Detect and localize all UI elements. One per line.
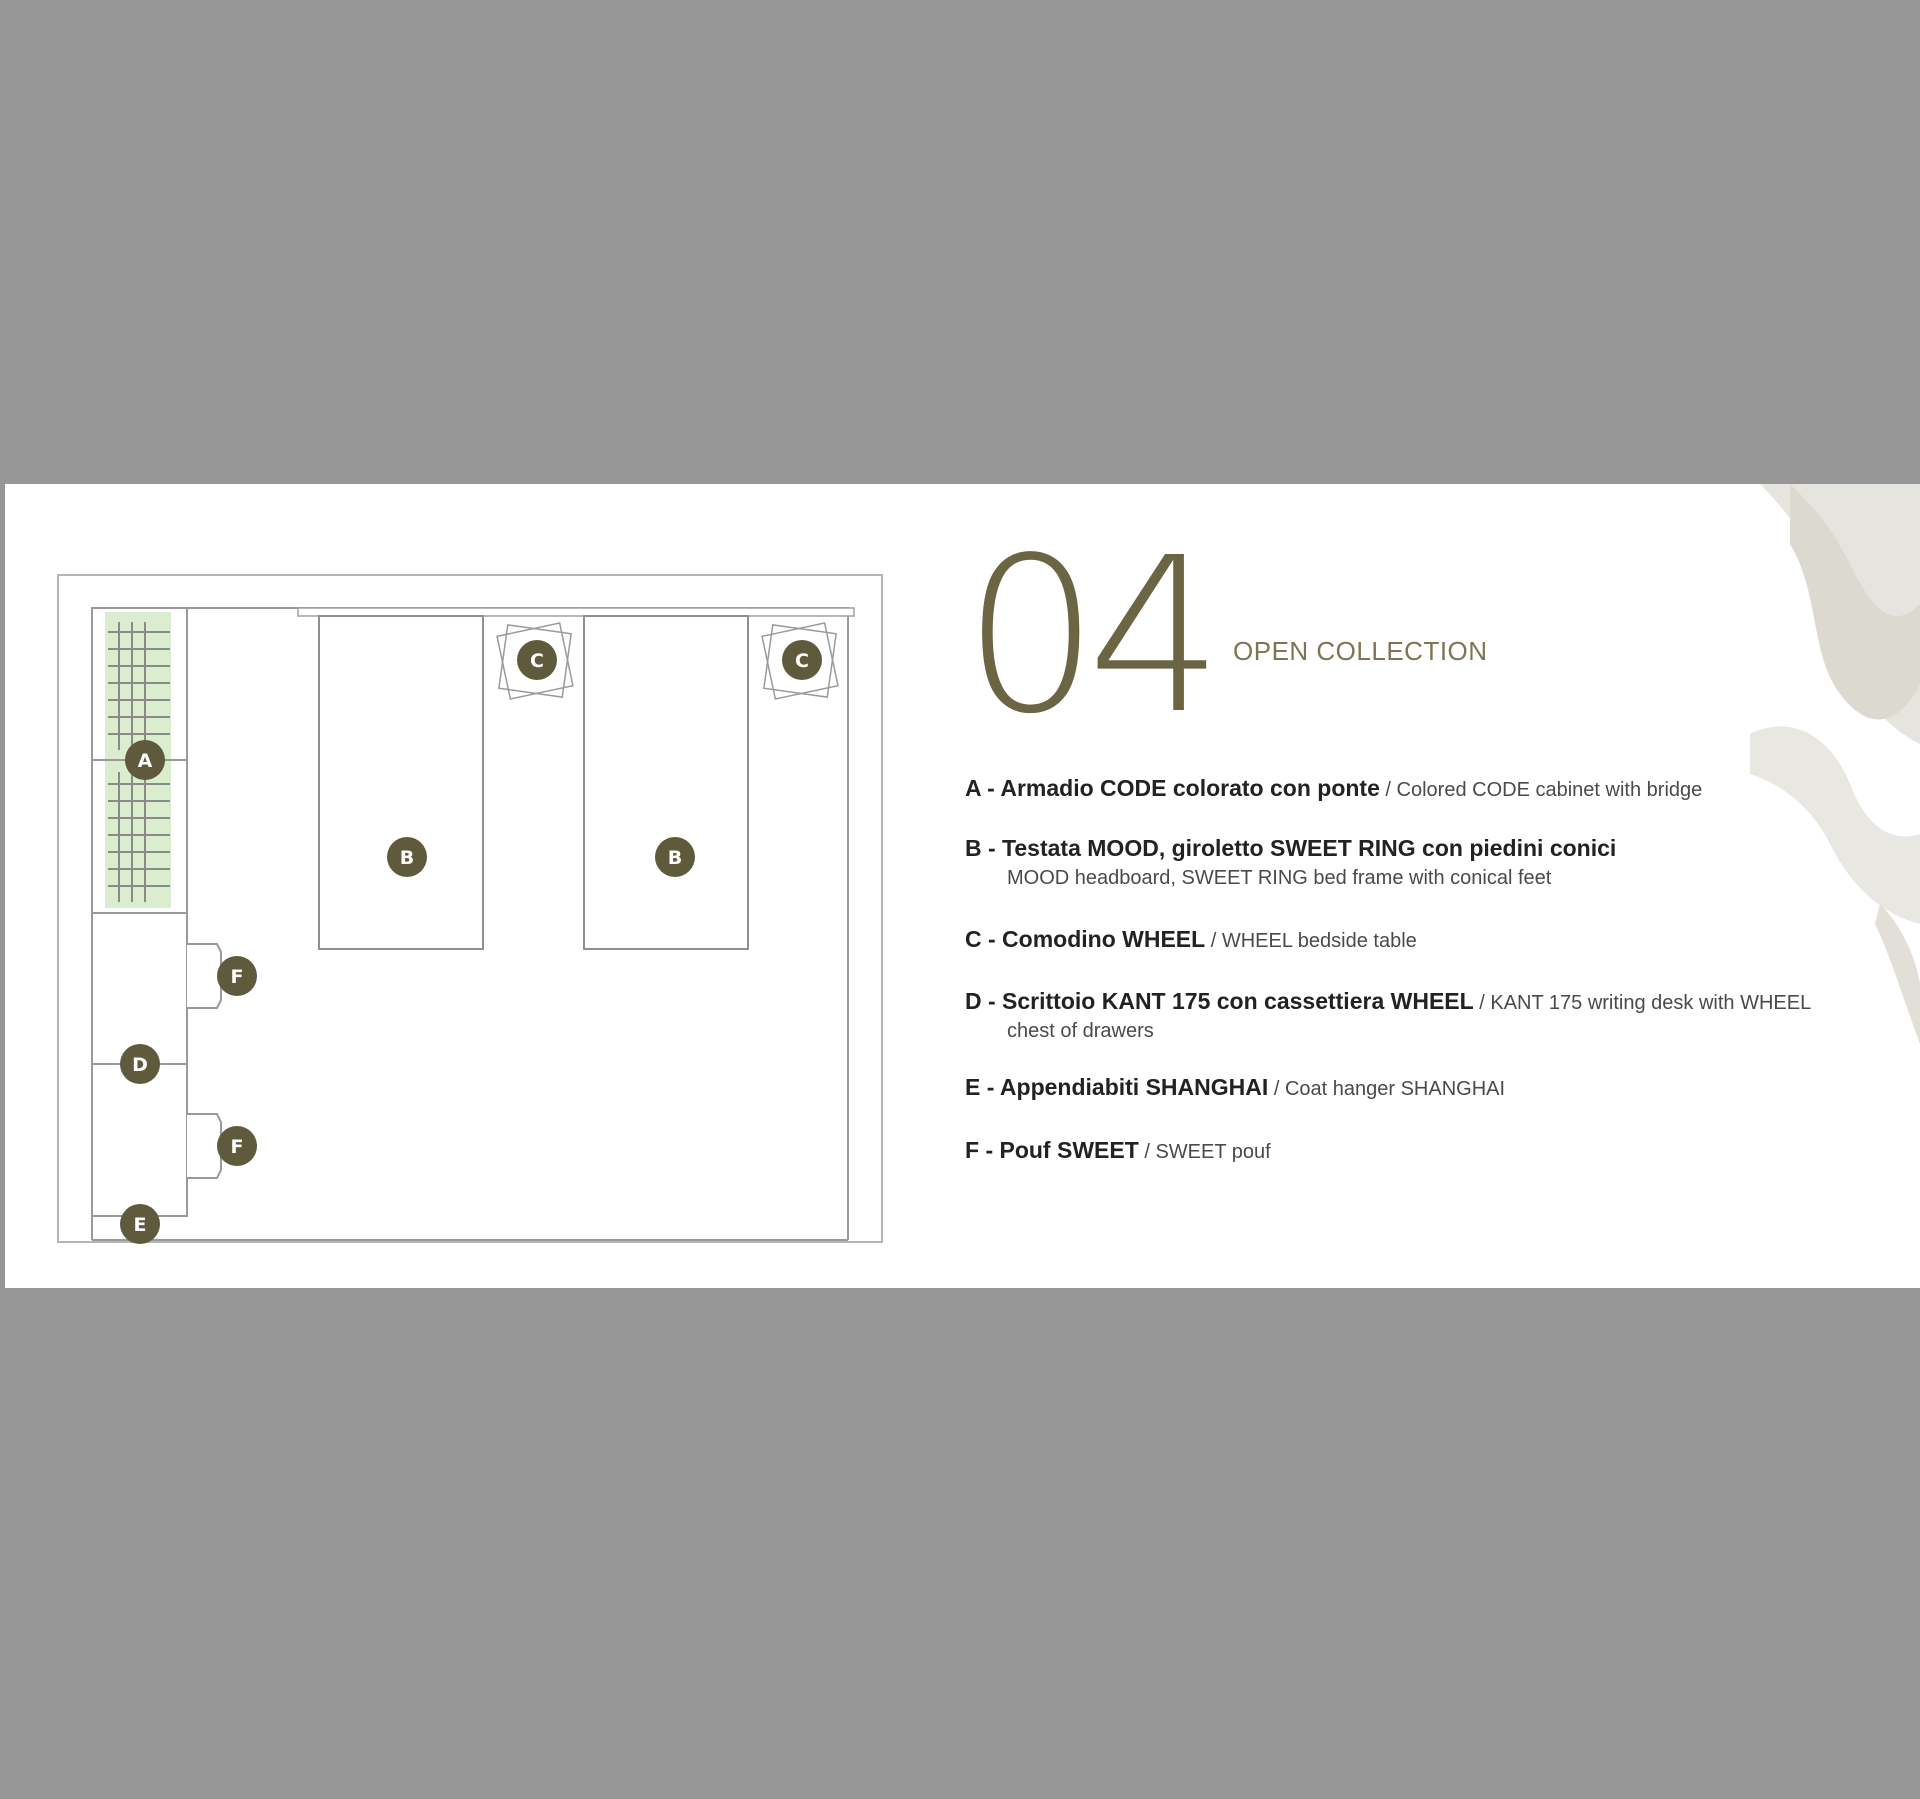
legend-item-d	[965, 988, 1905, 1044]
legend-item-e-en: Coat hanger SHANGHAI	[1284, 1078, 1506, 1100]
badge-a-text: A	[137, 750, 153, 772]
legend-item-d-it: D - Scrittoio KANT 175 con cassettiera WHEEL	[965, 988, 1474, 1014]
badge-b-right	[655, 837, 695, 877]
catalog-panel	[5, 484, 1920, 1288]
legend-item-b-it: B - Testata MOOD, giroletto SWEET RING con piedini conici	[965, 835, 1617, 861]
pouf-lower	[187, 1114, 221, 1178]
legend-item-a	[965, 775, 1905, 805]
badge-e-text: E	[133, 1214, 147, 1236]
legend-item-b	[965, 835, 1905, 891]
badge-c-right	[782, 640, 822, 680]
legend-item-c-sep: /	[1205, 930, 1222, 952]
legend-item-a-sep: /	[1379, 779, 1397, 801]
legend-item-d-sub: chest of drawers	[1007, 1020, 1154, 1042]
legend-item-d-en: KANT 175 writing desk with WHEEL	[1490, 992, 1812, 1014]
legend-item-b-sub: MOOD headboard, SWEET RING bed frame with conical feet	[1007, 867, 1552, 889]
badge-d	[120, 1044, 160, 1084]
brush-texture-decoration	[1680, 484, 1920, 1044]
legend-item-f-en: SWEET pouf	[1155, 1141, 1271, 1163]
badge-c-left-text: C	[530, 650, 544, 672]
legend-item-a-it: A - Armadio CODE colorato con ponte	[965, 775, 1380, 801]
legend-item-f-it: F - Pouf SWEET	[965, 1137, 1139, 1163]
legend-item-c-it: C - Comodino WHEEL	[965, 926, 1206, 952]
badge-d-text: D	[132, 1054, 148, 1076]
legend-item-f-sep: /	[1138, 1141, 1156, 1163]
badge-f-lower	[217, 1126, 257, 1166]
legend-item-e-sep: /	[1268, 1078, 1285, 1100]
badge-b-left-text: B	[399, 847, 415, 869]
pouf-upper	[187, 944, 221, 1008]
badge-b-right-text: B	[667, 847, 683, 869]
legend-item-f	[965, 1137, 1905, 1167]
bed-right	[584, 616, 748, 949]
badge-b-left	[387, 837, 427, 877]
page-number: 04	[963, 512, 1212, 761]
collection-title: OPEN COLLECTION	[1233, 636, 1488, 666]
legend-item-c	[965, 926, 1905, 956]
floor-plan	[57, 574, 887, 1244]
legend-item-a-en: Colored CODE cabinet with bridge	[1396, 779, 1703, 801]
legend-item-d-sep: /	[1473, 992, 1491, 1014]
badge-f-upper-text: F	[230, 966, 244, 988]
badge-f-lower-text: F	[230, 1136, 244, 1158]
badge-c-right-text: C	[795, 650, 809, 672]
headboard-panel	[298, 608, 854, 616]
legend-item-e	[965, 1074, 1905, 1104]
badge-f-upper	[217, 956, 257, 996]
badge-e	[120, 1204, 160, 1244]
legend-item-c-en: WHEEL bedside table	[1221, 930, 1417, 952]
bed-left	[319, 616, 483, 949]
badge-c-left	[517, 640, 557, 680]
legend-item-e-it: E - Appendiabiti SHANGHAI	[965, 1074, 1269, 1100]
badge-a	[125, 740, 165, 780]
